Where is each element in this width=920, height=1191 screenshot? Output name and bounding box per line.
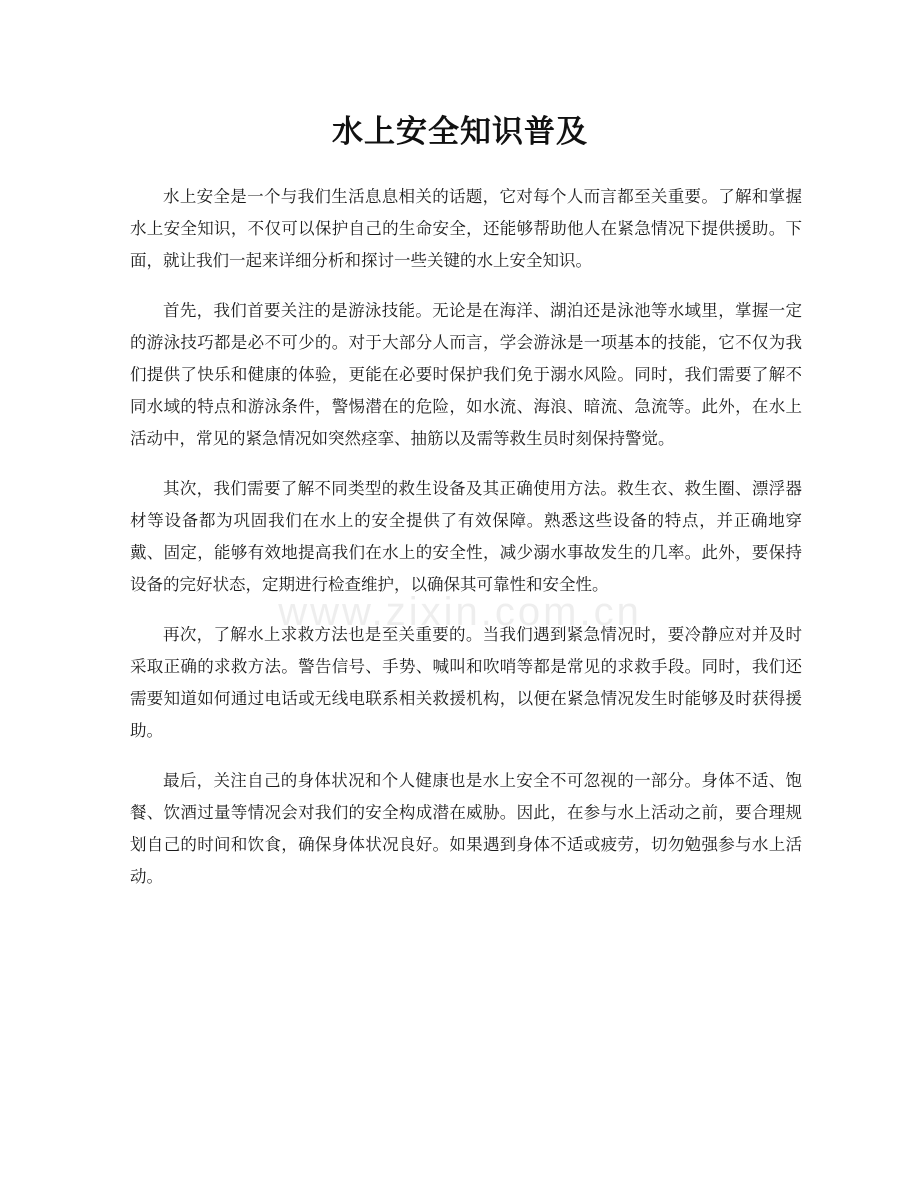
paragraph-rescue-methods: 再次，了解水上求救方法也是至关重要的。当我们遇到紧急情况时，要冷静应对并及时采取正确的求救方法。警告信号、手势、喊叫和吹哨等都是常见的求救手段。同时，我们还需要知道如何通过电话或无线电联系相关救援机构，以便在紧急情况发生时能够及时获得援助。 — [130, 625, 802, 740]
watermark: www.zixin.com.cn — [278, 590, 642, 634]
document-body — [130, 181, 802, 911]
paragraph-personal-health: 最后，关注自己的身体状况和个人健康也是水上安全不可忽视的一部分。身体不适、饱餐、饮酒过量等情况会对我们的安全构成潜在威胁。因此，在参与水上活动之前，要合理规划自己的时间和饮食，确保身体状况良好。如果遇到身体不适或疲劳，切勿勉强参与水上活动。 — [130, 771, 802, 886]
paragraph-intro: 水上安全是一个与我们生活息息相关的话题，它对每个人而言都至关重要。了解和掌握水上安全知识，不仅可以保护自己的生命安全，还能够帮助他人在紧急情况下提供援助。下面，就让我们一起来详细分析和探讨一些关键的水上安全知识。 — [130, 187, 802, 270]
paragraph-lifesaving-equipment: 其次，我们需要了解不同类型的救生设备及其正确使用方法。救生衣、救生圈、漂浮器材等设备都为巩固我们在水上的安全提供了有效保障。熟悉这些设备的特点，并正确地穿戴、固定，能够有效地提高我们在水上的安全性，减少溺水事故发生的几率。此外，要保持设备的完好状态，定期进行检查维护，以确保其可靠性和安全性。 — [130, 479, 802, 594]
paragraph-swimming-skills: 首先，我们首要关注的是游泳技能。无论是在海洋、湖泊还是泳池等水域里，掌握一定的游泳技巧都是必不可少的。对于大部分人而言，学会游泳是一项基本的技能，它不仅为我们提供了快乐和健康的体验，更能在必要时保护我们免于溺水风险。同时，我们需要了解不同水域的特点和游泳条件，警惕潜在的危险，如水流、海浪、暗流、急流等。此外，在水上活动中，常见的紧急情况如突然痉挛、抽筋以及需等救生员时刻保持警觉。 — [130, 301, 802, 448]
document-title: 水上安全知识普及 — [332, 114, 588, 150]
